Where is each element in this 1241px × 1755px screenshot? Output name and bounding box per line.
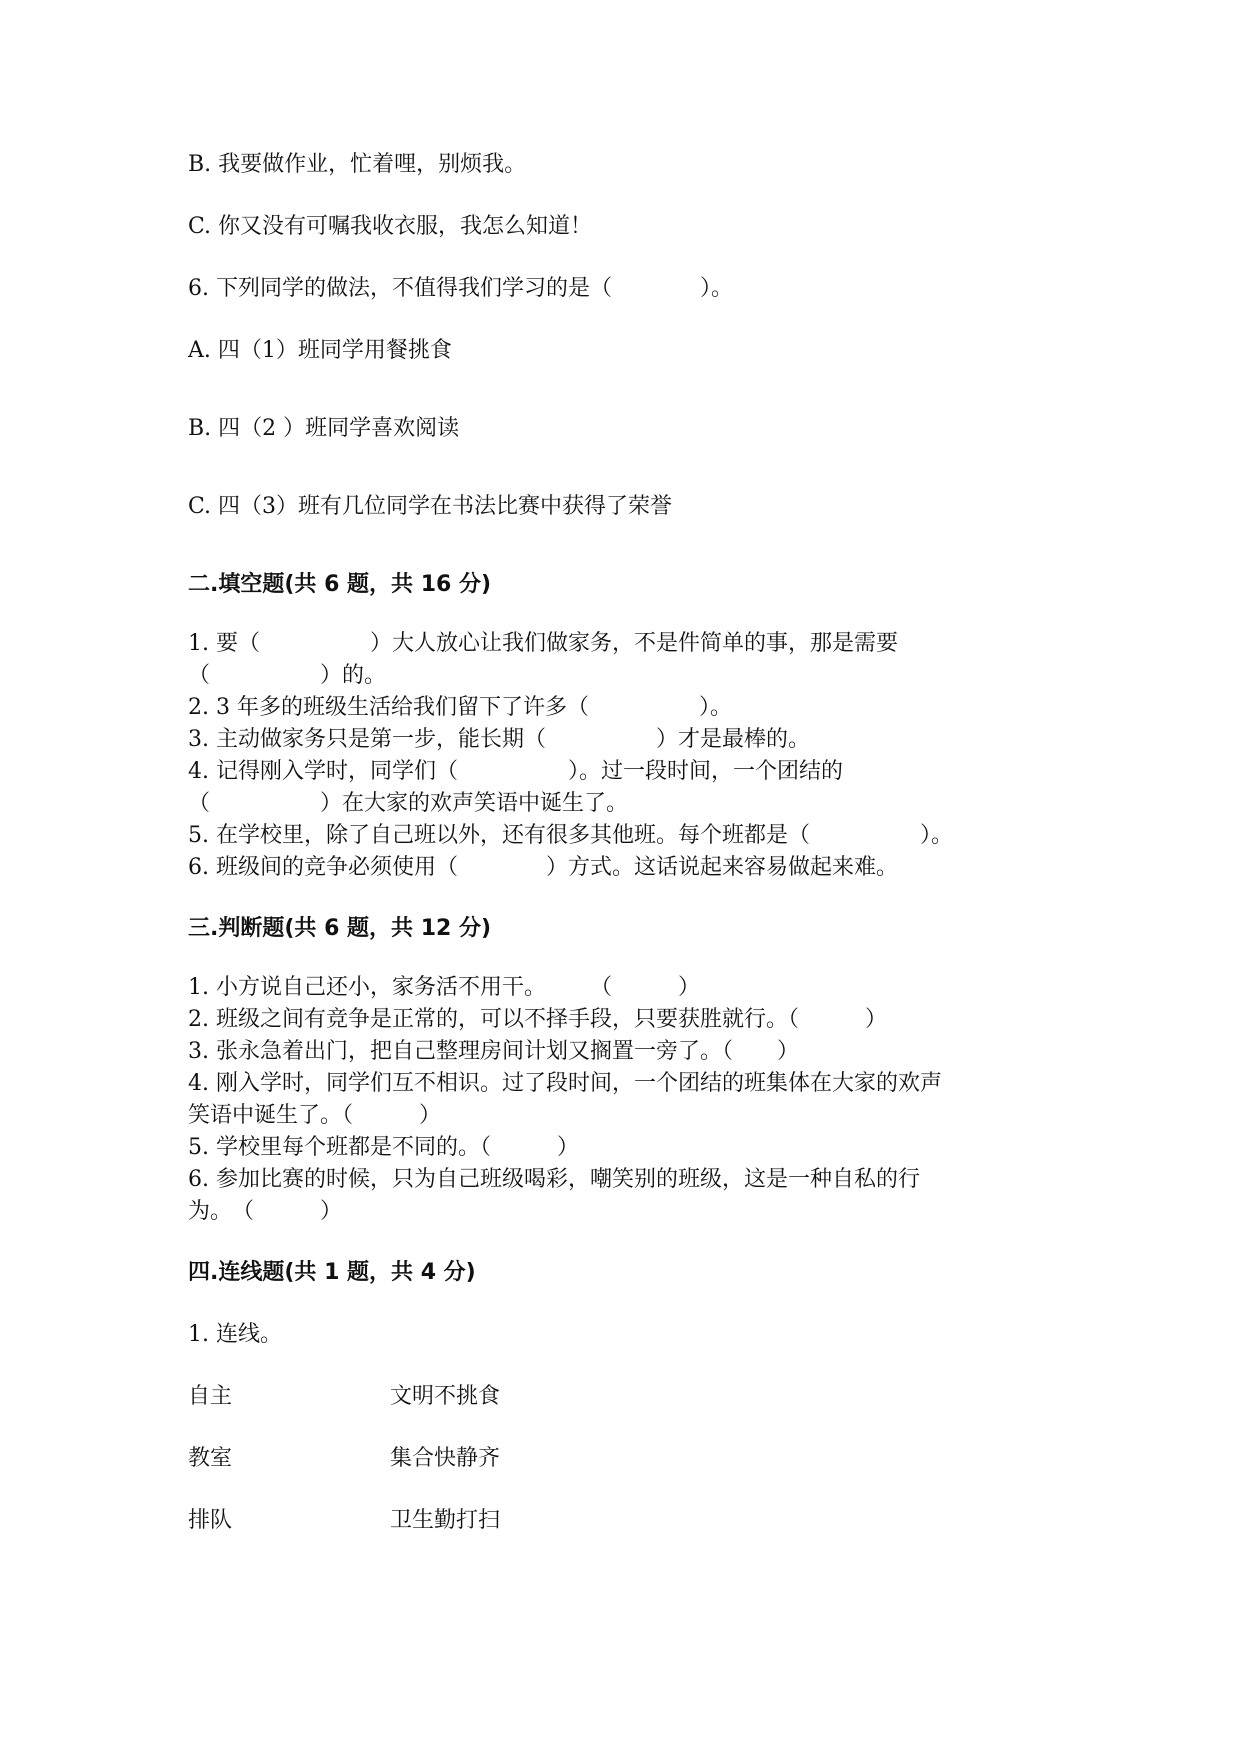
section-3-line: 1. 小方说自己还小，家务活不用干。 （ ） (188, 975, 700, 1000)
matching-left-item: 排队 (188, 1508, 233, 1533)
section-2-line: 5. 在学校里，除了自己班以外，还有很多其他班。每个班都是（ ）。 (188, 823, 953, 848)
section-3-line: 笑语中诞生了。（ ） (188, 1103, 442, 1128)
section-3-line: 3. 张永急着出门，把自己整理房间计划又搁置一旁了。（ ） (188, 1039, 799, 1064)
section-3-line: 2. 班级之间有竞争是正常的，可以不择手段，只要获胜就行。（ ） (188, 1007, 887, 1032)
question-6-option-c: C. 四（3）班有几位同学在书法比赛中获得了荣誉 (188, 494, 673, 519)
section-3-line: 5. 学校里每个班都是不同的。（ ） (188, 1135, 579, 1160)
section-3-line: 为。 （ ） (188, 1199, 343, 1224)
matching-right-item: 文明不挑食 (390, 1384, 501, 1409)
section-2-line: （ ）在大家的欢声笑语中诞生了。 (188, 791, 629, 816)
section-3-line: 4. 刚入学时，同学们互不相识。过了段时间，一个团结的班集体在大家的欢声 (188, 1071, 942, 1096)
section-3-line: 6. 参加比赛的时候，只为自己班级喝彩，嘲笑别的班级，这是一种自私的行 (188, 1167, 920, 1192)
section-3-title: 三.判断题(共 6 题，共 12 分) (188, 916, 492, 941)
question-6-stem: 6. 下列同学的做法，不值得我们学习的是（ ）。 (188, 276, 733, 301)
matching-right-item: 集合快静齐 (390, 1446, 501, 1471)
matching-right-item: 卫生勤打扫 (390, 1508, 501, 1533)
section-2-line: 3. 主动做家务只是第一步，能长期（ ）才是最棒的。 (188, 727, 810, 752)
question-5-option-b: B. 我要做作业，忙着哩，别烦我。 (188, 152, 527, 177)
section-2-line: 2. 3 年多的班级生活给我们留下了许多（ ）。 (188, 695, 732, 720)
question-5-option-c: C. 你又没有可嘱我收衣服，我怎么知道！ (188, 214, 593, 239)
section-4-title: 四.连线题(共 1 题，共 4 分) (188, 1260, 476, 1285)
matching-left-item: 教室 (188, 1446, 233, 1471)
section-2-line: （ ）的。 (188, 663, 387, 688)
matching-left-item: 自主 (188, 1384, 233, 1409)
section-2-title: 二.填空题(共 6 题，共 16 分) (188, 572, 492, 597)
question-6-option-a: A. 四（1）班同学用餐挑食 (188, 338, 452, 363)
section-2-line: 4. 记得刚入学时，同学们（ ）。过一段时间，一个团结的 (188, 759, 843, 784)
question-6-option-b: B. 四（2 ）班同学喜欢阅读 (188, 416, 460, 441)
section-2-line: 6. 班级间的竞争必须使用（ ）方式。这话说起来容易做起来难。 (188, 855, 898, 880)
matching-stem: 1. 连线。 (188, 1322, 282, 1347)
section-2-line: 1. 要（ ）大人放心让我们做家务，不是件简单的事，那是需要 (188, 631, 898, 656)
